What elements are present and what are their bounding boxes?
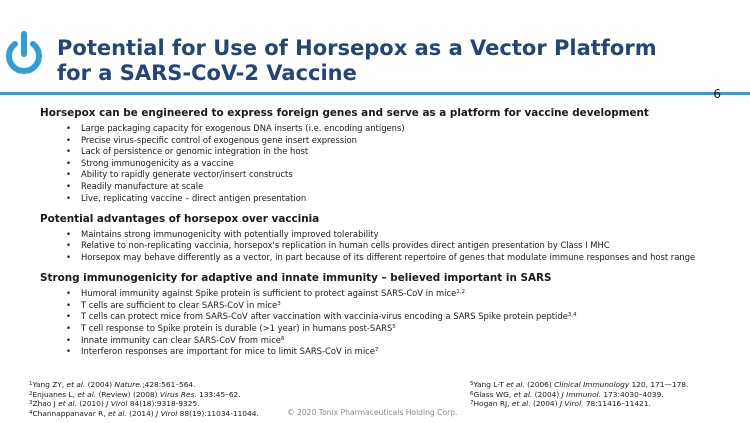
bullet-text: Humoral immunity against Spike protein is sufficient to protect against SARS-CoV in mice — [81, 288, 457, 299]
reference-journal: J Virol. — [559, 399, 584, 409]
list-item: • Ability to rapidly generate vector/insert constructs — [66, 169, 740, 180]
title-line-1: Potential for Use of Horsepox as a Vector Platform — [57, 36, 657, 60]
list-item: • Live, replicating vaccine – direct antigen presentation — [66, 193, 740, 204]
reference-journal: J Virol — [156, 408, 178, 418]
list-item — [66, 323, 740, 334]
bullet-list — [40, 123, 740, 204]
citation-marker: 6 — [280, 335, 285, 342]
reference — [29, 409, 329, 419]
bullet-text: Innate immunity can clear SARS-CoV from mice — [81, 334, 281, 345]
reference-author: Channappanavar R, — [32, 408, 109, 418]
title-divider — [0, 92, 750, 95]
reference-number: 2 — [29, 390, 33, 397]
reference-journal: J Immunol. — [561, 389, 602, 399]
reference-year: (2006) — [524, 380, 555, 389]
reference-etal: et al. — [77, 389, 97, 399]
bullet-list — [40, 229, 740, 263]
citation-marker: 1,2 — [456, 289, 465, 296]
list-item: • Relative to non-replicating vaccinia, horsepox's replication in human cells provides direct antigen presentation by Class I MHC — [66, 240, 740, 251]
list-item: • Strong immunogenicity as a vaccine — [66, 158, 740, 169]
list-item — [66, 346, 740, 357]
section-advantages — [40, 213, 740, 263]
reference-etal: et al. — [506, 380, 525, 389]
citation-marker: 7 — [374, 347, 379, 354]
section-heading: Horsepox can be engineered to express foreign genes and serve as a platform for vaccine development — [40, 107, 649, 119]
reference — [29, 380, 329, 390]
reference-etal: et al. — [511, 399, 531, 409]
reference-pages: 88(19):11034-11044. — [177, 408, 259, 418]
bullet-text: T cells are sufficient to clear SARS-CoV in mice — [81, 299, 278, 310]
list-item — [66, 288, 740, 299]
list-item — [66, 335, 740, 346]
reference-author: Yang ZY, — [32, 380, 67, 389]
reference — [29, 390, 329, 400]
reference-author: Yang L-T — [473, 380, 507, 389]
bullet-text: Interferon responses are important for mice to limit SARS-CoV in mice — [81, 346, 375, 357]
reference-year: (2010) — [76, 399, 107, 409]
power-symbol-icon — [5, 30, 43, 80]
list-item — [66, 311, 740, 322]
reference — [470, 380, 740, 390]
reference-year: (2004) — [530, 399, 560, 409]
reference — [470, 390, 740, 400]
reference-journal: Nature. — [114, 380, 143, 389]
list-item: • Maintains strong immunogenicity with potentially improved tolerability — [66, 229, 740, 240]
reference-pages: 120, 171—178. — [629, 380, 689, 389]
reference-etal: et al. — [66, 380, 86, 389]
reference-year: (2014) — [126, 408, 157, 418]
page-number: 6 — [713, 87, 721, 101]
reference-pages: ;428:561–564. — [142, 380, 196, 389]
reference-pages: 173:4030–4039. — [601, 389, 664, 399]
reference-etal: et al. — [108, 408, 127, 418]
list-item: • Horsepox may behave differently as a vector, in part because of its different repertoire of genes that modulate immune responses and host range — [66, 252, 740, 263]
reference — [29, 399, 329, 409]
reference-pages: 78:11416–11421. — [583, 399, 651, 409]
list-item — [66, 300, 740, 311]
bullet-text: T cell response to Spike protein is durable (>1 year) in humans post-SARS — [81, 322, 393, 333]
reference-number: 7 — [470, 400, 474, 407]
reference-number: 3 — [29, 400, 33, 407]
reference-etal: et al. — [58, 399, 77, 409]
citation-marker: 3,4 — [567, 312, 577, 319]
reference-number: 1 — [29, 381, 33, 387]
reference-journal: Clinical Immunology — [554, 380, 630, 389]
reference-year: (Review) (2008) — [96, 389, 160, 399]
list-item: • Readily manufacture at scale — [66, 181, 740, 192]
list-item: • Precise virus-specific control of exogenous gene insert expression — [66, 135, 740, 146]
section-engineering — [40, 107, 740, 204]
copyright-notice: © 2020 Tonix Pharmaceuticals Holding Corp. — [287, 408, 458, 417]
reference-etal: et al. — [513, 389, 533, 399]
citation-marker: 3 — [277, 300, 281, 307]
section-immunogenicity — [40, 272, 740, 357]
reference-number: 5 — [470, 381, 474, 387]
reference-author: Hogan RJ, — [473, 399, 512, 409]
slide-content — [40, 107, 740, 366]
reference-author: Enjuanes L, — [32, 389, 78, 399]
reference-author: Glass WG, — [473, 389, 514, 399]
reference-pages: 84(18):9318-9325. — [127, 399, 200, 409]
list-item: • Lack of persistence or genomic integration in the host — [66, 146, 740, 157]
section-heading: Potential advantages of horsepox over vaccinia — [40, 212, 320, 225]
references-left — [29, 380, 329, 418]
reference-year: (2004) — [85, 380, 115, 389]
reference-pages: 133:45–62. — [196, 389, 241, 399]
references-right — [470, 380, 740, 409]
reference-author: Zhao J — [32, 399, 59, 409]
reference-journal: Virus Res. — [159, 389, 197, 399]
reference-year: (2004) — [532, 389, 562, 399]
slide-title — [57, 36, 737, 86]
reference-number: 6 — [470, 390, 474, 397]
list-item: • Large packaging capacity for exogenous DNA inserts (i.e. encoding antigens) — [66, 123, 740, 134]
section-heading: Strong immunogenicity for adaptive and innate immunity – believed important in SARS — [40, 272, 552, 285]
reference — [470, 399, 740, 409]
reference-number: 4 — [29, 409, 33, 416]
title-line-2: for a SARS-CoV-2 Vaccine — [57, 61, 357, 85]
reference-journal: J Virol — [106, 399, 128, 409]
bullet-text: T cells can protect mice from SARS-CoV after vaccination with vaccinia-virus encoding a SARS Spike protein peptide — [81, 311, 568, 322]
bullet-list — [40, 288, 740, 357]
citation-marker: 5 — [392, 323, 396, 330]
